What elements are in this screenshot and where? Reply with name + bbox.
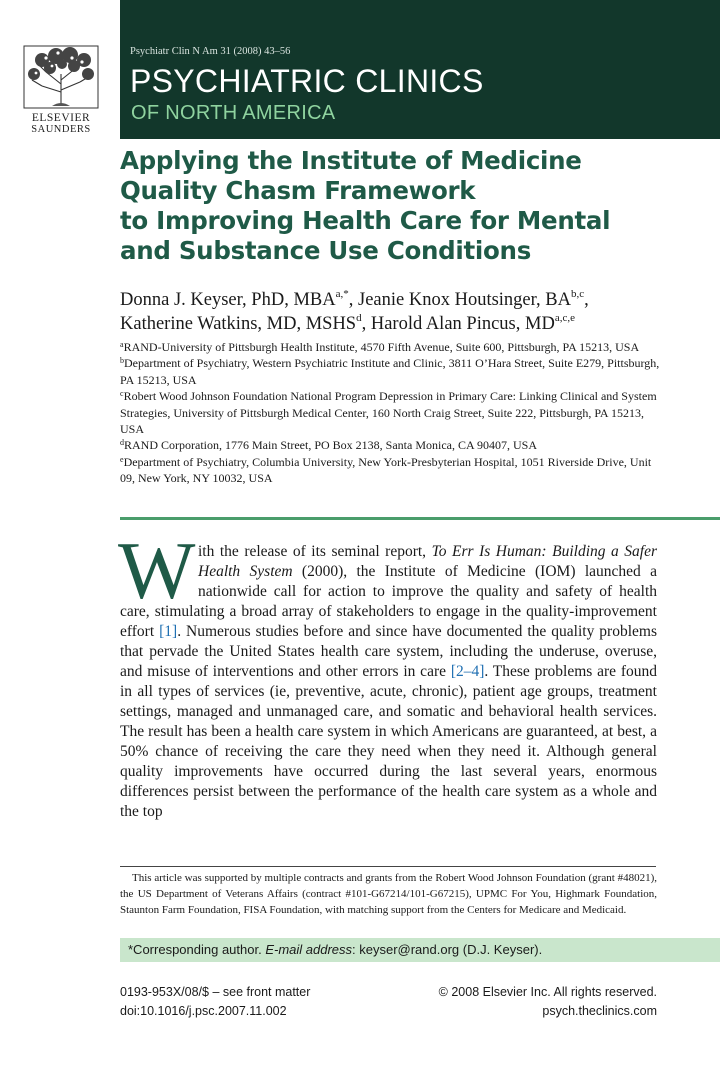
issn: 0193-953X/08/$ – see front matter bbox=[120, 985, 311, 999]
article-title-line: to Improving Health Care for Mental bbox=[120, 206, 611, 235]
doi[interactable]: doi:10.1016/j.psc.2007.11.002 bbox=[120, 1004, 287, 1018]
author-affil-mark[interactable]: d bbox=[356, 312, 362, 324]
author-name: Donna J. Keyser, PhD, MBA bbox=[120, 290, 336, 310]
author-line: Donna J. Keyser, PhD, $MBA^{a,*}$, Jeanie Knox Houtsinger, BA$^{b,c}$, bbox=[120, 288, 589, 310]
journal-banner bbox=[120, 0, 720, 139]
affiliation-item: $^d$RAND Corporation, 1776 Main Street, PO Box 2138, Santa Monica, CA 90407, USA bbox=[120, 438, 537, 453]
section-divider bbox=[120, 517, 720, 520]
report-title: To Err Is Human: Building a Safer Health System bbox=[198, 543, 657, 580]
drop-cap: W bbox=[118, 525, 196, 616]
author-affil-mark[interactable]: a,c,e bbox=[554, 312, 575, 324]
article-title-line: Quality Chasm Framework bbox=[120, 176, 476, 205]
affiliation-mark: e bbox=[120, 454, 124, 464]
author-affil-mark[interactable]: a,* bbox=[335, 288, 349, 300]
affiliation-item: $^e$Department of Psychiatry, Columbia University, New York-Presbyterian Hospital, 1051 Riverside Drive, Unit 09, New York, NY 10032, USA bbox=[120, 454, 652, 486]
author-list bbox=[120, 288, 680, 336]
corresponding-author: *Corresponding author. E-mail address: keyser@rand.org (D.J. Keyser). bbox=[128, 942, 543, 957]
reference-link[interactable]: [1] bbox=[159, 623, 178, 640]
affiliation-mark: c bbox=[120, 389, 124, 399]
publisher-imprint: SAUNDERS bbox=[31, 124, 91, 135]
reference-link[interactable]: [2–4] bbox=[450, 663, 485, 680]
affiliation-mark: a bbox=[120, 340, 124, 349]
elsevier-tree-icon bbox=[12, 44, 110, 110]
affiliation-list bbox=[120, 339, 660, 487]
affiliation-mark: d bbox=[120, 438, 124, 448]
author-email[interactable]: : keyser@rand.org (D.J. Keyser). bbox=[352, 942, 543, 957]
publisher-logo bbox=[12, 44, 110, 136]
funding-note: This article was supported by multiple contracts and grants from the Robert Wood Johnson Foundation (grant #48021), the US Department of Veterans Affairs (contract #101-G67214/101-G67215), UPMC For You, Highmark Foundation, Staunton Farm Foundation, FISA Foundation, with matching support from the Centers for Medicare and Medicaid. bbox=[120, 872, 657, 916]
publisher-name: ELSEVIER bbox=[31, 112, 91, 124]
journal-subtitle: OF NORTH AMERICA bbox=[131, 102, 336, 124]
footer-right bbox=[439, 983, 657, 1021]
article-title-line: and Substance Use Conditions bbox=[120, 236, 531, 265]
author-name: Harold Alan Pincus, MD bbox=[370, 314, 555, 334]
journal-website[interactable]: psych.theclinics.com bbox=[542, 1004, 657, 1018]
affiliation-item: $^c$Robert Wood Johnson Foundation National Program Depression in Primary Care: Linking Clinical and System Strategies, University of Pittsburgh Medical Center, 160 North Craig Street, Suite 222, Pittsburgh, PA 15213, USA bbox=[120, 389, 657, 437]
author-line: Katherine Watkins, MD, MSHS$^d$, Harold Alan Pincus, MD$^{a,c,e}$ bbox=[120, 312, 575, 334]
journal-title: PSYCHIATRIC CLINICS bbox=[130, 63, 484, 99]
body-paragraph: ith the release of its seminal report, To Err Is Human: Building a Safer Health System (2000), the Institute of Medicine (IOM) launched a nationwide call for action to improve the quality and safety of health care, stimulating a broad array of stakeholders to engage in the quality-improvement effort [1]. Numerous studies before and since have documented the quality problems that pervade the United States health care system, including the underuse, overuse, and misuse of interventions and other errors in care [2–4]. These problems are found in all types of services (ie, preventive, acute, chronic), patient age groups, treatment settings, managed and unmanaged care, and somatic and behavioral health services. The result has been a health care system in which Americans are guaranteed, at best, a 50% chance of receiving the care they need when they need it. Although general quality improvements have occurred during the last several years, enormous differences persist between the performance of the health care system as a whole and the top bbox=[120, 543, 658, 820]
affiliation-mark: b bbox=[120, 356, 124, 366]
author-affil-mark[interactable]: b,c bbox=[571, 288, 585, 300]
author-name: Katherine Watkins, MD, MSHS bbox=[120, 314, 357, 334]
article-title bbox=[120, 146, 680, 266]
author-name: Jeanie Knox Houtsinger, BA bbox=[358, 290, 572, 310]
corresponding-author-bar bbox=[120, 938, 720, 962]
drop-cap-space bbox=[120, 542, 198, 600]
affiliation-item: $^b$Department of Psychiatry, Western Psychiatric Institute and Clinic, 3811 O’Hara Street, Suite E279, Pittsburgh, PA 15213, USA bbox=[120, 356, 660, 387]
footer-left bbox=[120, 983, 310, 1021]
affiliation-item: $^a$RAND-University of Pittsburgh Health Institute, 4570 Fifth Avenue, Suite 600, Pittsburgh, PA 15213, USA bbox=[120, 340, 640, 354]
journal-citation: Psychiatr Clin N Am 31 (2008) 43–56 bbox=[130, 46, 291, 57]
article-title-line: Applying the Institute of Medicine bbox=[120, 146, 582, 175]
copyright: © 2008 Elsevier Inc. All rights reserved. bbox=[438, 985, 657, 999]
footnote-divider bbox=[120, 866, 656, 867]
